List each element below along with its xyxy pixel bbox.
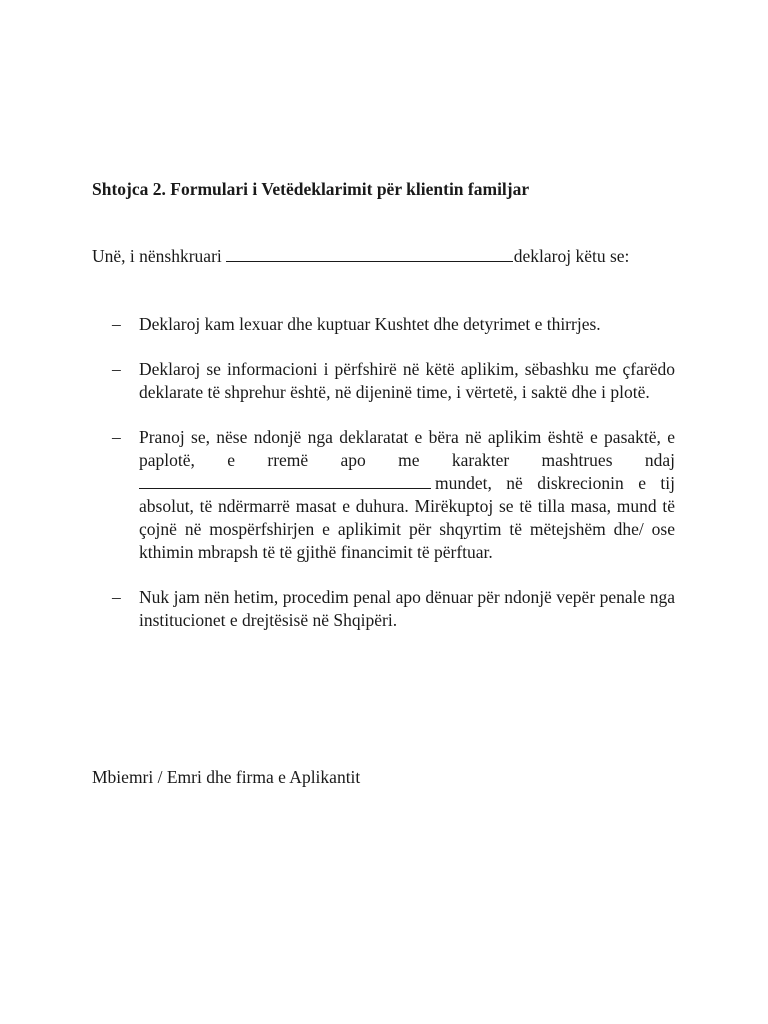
declaration-list [112, 313, 675, 654]
dash-bullet: – [112, 314, 121, 334]
intro-paragraph [92, 245, 675, 268]
signature-label: Mbiemri / Emri dhe firma e Aplikantit [92, 767, 361, 787]
document-title: Shtojca 2. Formulari i Vetëdeklarimit për klientin familjar [92, 179, 530, 199]
declaration-item [112, 586, 675, 632]
dash-bullet: – [112, 427, 121, 447]
institution-blank-line [139, 473, 431, 489]
dash-bullet: – [112, 359, 121, 379]
declaration-text: Nuk jam nën hetim, procedim penal apo dënuar për ndonjë vepër penale nga institucionet e drejtësisë në Shqipëri. [139, 587, 675, 630]
declaration-item [112, 426, 675, 564]
declaration-text-before-blank: Pranoj se, nëse ndonjë nga deklaratat e bëra në aplikim është e pasaktë, e paplotë, e rremë apo me karakter mashtrues ndaj [139, 427, 675, 470]
declaration-text-after-blank: mundet, në diskrecionin e tij absolut, të ndërmarrë masat e duhura. Mirëkuptoj se të tilla masa, mund të çojnë në mospërfshirjen e aplikimit për shqyrtim të mëtejshëm dhe/ ose kthimin mbrapsh të të gjithë financimit të përftuar. [139, 473, 675, 562]
intro-text-before-blank: Unë, i nënshkruari [92, 246, 222, 266]
name-blank-line [226, 246, 513, 262]
declaration-text: Deklaroj se informacioni i përfshirë në këtë aplikim, sëbashku me çfarëdo deklarate të shprehur është, në dijeninë time, i vërtetë, i saktë dhe i plotë. [139, 359, 675, 402]
declaration-item [112, 313, 675, 336]
intro-text-after-blank: deklaroj këtu se: [513, 246, 630, 266]
dash-bullet: – [112, 587, 121, 607]
declaration-text: Deklaroj kam lexuar dhe kuptuar Kushtet dhe detyrimet e thirrjes. [139, 314, 601, 334]
declaration-item [112, 358, 675, 404]
